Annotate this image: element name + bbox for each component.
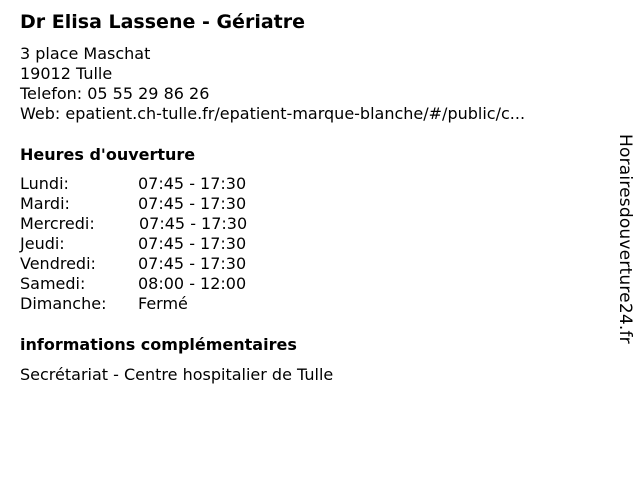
website-link[interactable]: Web: epatient.ch-tulle.fr/epatient-marque-blanche/#/public/c... xyxy=(20,104,526,123)
time-value: 07:45 - 17:30 xyxy=(138,174,247,193)
day-label: Mardi: xyxy=(20,194,70,213)
time-value: Fermé xyxy=(138,294,188,313)
additional-info-heading: informations complémentaires xyxy=(20,335,297,354)
opening-hours-heading: Heures d'ouverture xyxy=(20,145,196,164)
phone-number[interactable]: Telefon: 05 55 29 86 26 xyxy=(20,84,210,103)
day-label: Lundi: xyxy=(20,174,69,193)
time-value: 07:45 - 17:30 xyxy=(138,194,247,213)
time-value: 08:00 - 12:00 xyxy=(138,274,247,293)
time-value: 07:45 - 17:30 xyxy=(138,234,247,253)
site-watermark xyxy=(612,134,636,344)
address-block xyxy=(20,44,525,124)
address-city: 19012 Tulle xyxy=(20,64,113,83)
time-value: 07:45 - 17:30 xyxy=(138,254,247,273)
day-label: Jeudi: xyxy=(20,234,65,253)
day-label: Vendredi: xyxy=(20,254,96,273)
time-value: 07:45 - 17:30 xyxy=(139,214,248,233)
address-street: 3 place Maschat xyxy=(20,44,151,63)
day-label: Mercredi: xyxy=(20,214,95,233)
page-title: Dr Elisa Lassene - Gériatre xyxy=(20,11,305,33)
day-label: Samedi: xyxy=(20,274,86,293)
additional-info-text: Secrétariat - Centre hospitalier de Tulle xyxy=(20,365,334,384)
day-label: Dimanche: xyxy=(20,294,107,313)
watermark-text: Horairesdouverture24.fr xyxy=(615,134,635,344)
